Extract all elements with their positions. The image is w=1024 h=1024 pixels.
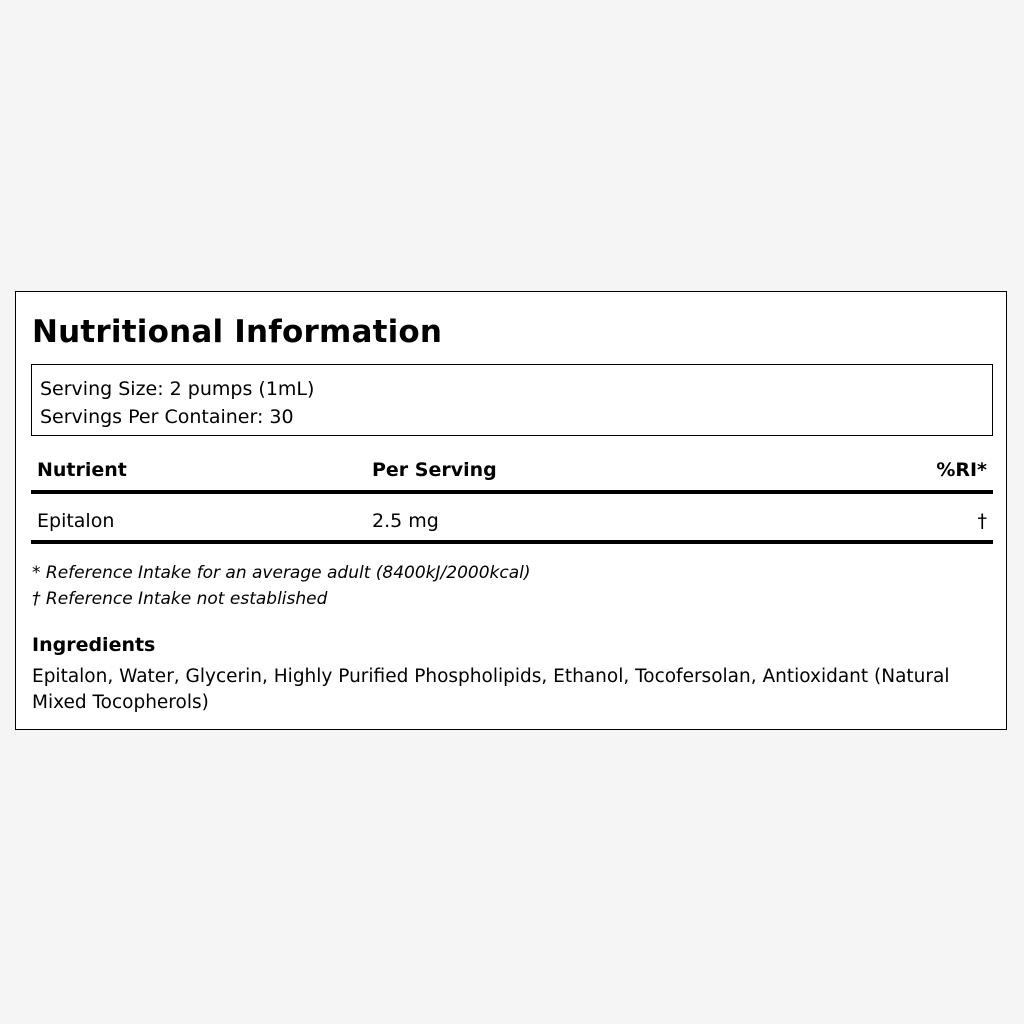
nutrient-ri: † — [977, 510, 987, 532]
table-row — [31, 494, 993, 540]
serving-info-box — [31, 364, 993, 436]
nutrient-name: Epitalon — [37, 510, 115, 532]
header-ri: %RI* — [936, 459, 987, 481]
serving-size: Serving Size: 2 pumps (1mL) — [40, 378, 315, 400]
footnote-reference-intake: * Reference Intake for an average adult (8400kJ/2000kcal) — [32, 563, 531, 583]
ingredients-list: Epitalon, Water, Glycerin, Highly Purified Phospholipids, Ethanol, Tocofersolan, Antioxidant (Natural Mixed Tocopherols) — [32, 666, 950, 713]
header-nutrient: Nutrient — [37, 459, 127, 481]
header-per-serving: Per Serving — [372, 459, 497, 481]
table-header-row — [31, 450, 993, 490]
nutrition-label — [15, 291, 1007, 730]
ingredients-heading: Ingredients — [32, 634, 156, 656]
nutrient-table — [31, 450, 993, 544]
label-title: Nutritional Information — [32, 314, 443, 350]
nutrient-amount: 2.5 mg — [372, 510, 439, 532]
servings-per-container: Servings Per Container: 30 — [40, 406, 294, 428]
footnote-not-established: † Reference Intake not established — [32, 589, 328, 609]
footnotes — [32, 560, 531, 612]
table-divider-bottom — [31, 540, 993, 544]
